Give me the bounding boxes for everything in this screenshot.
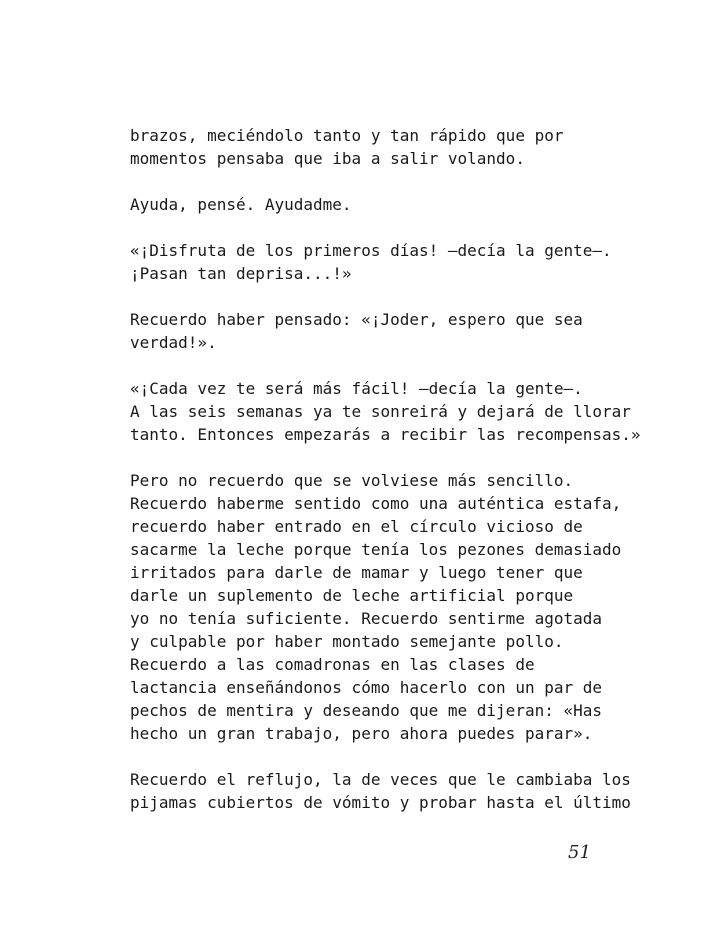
text-line: hecho un gran trabajo, pero ahora puedes parar».	[130, 724, 593, 743]
text-line: darle un suplemento de leche artificial porque	[130, 586, 574, 605]
paragraph	[130, 768, 631, 814]
text-line: irritados para darle de mamar y luego tener que	[130, 563, 583, 582]
text-line: lactancia enseñándonos cómo hacerlo con un par de	[130, 678, 603, 697]
text-line: Recuerdo haber pensado: «¡Joder, espero que sea	[130, 310, 583, 329]
text-line: ¡Pasan tan deprisa...!»	[130, 264, 352, 283]
body-text	[130, 124, 641, 837]
text-line: Recuerdo haberme sentido como una auténtica estafa,	[130, 494, 622, 513]
paragraph	[130, 308, 600, 354]
text-line: verdad!».	[130, 333, 217, 352]
text-line: sacarme la leche porque tenía los pezones demasiado	[130, 540, 622, 559]
text-line: «¡Cada vez te será más fácil! —decía la gente—.	[130, 379, 583, 398]
text-line: «¡Disfruta de los primeros días! —decía la gente—.	[130, 241, 612, 260]
text-line: momentos pensaba que iba a salir volando.	[130, 149, 525, 168]
text-line: Recuerdo el reflujo, la de veces que le cambiaba los	[130, 770, 631, 789]
text-line: recuerdo haber entrado en el círculo vicioso de	[130, 517, 583, 536]
page-number: 51	[568, 842, 591, 863]
text-line: pijamas cubiertos de vómito y probar hasta el último	[130, 793, 631, 812]
paragraph	[130, 124, 600, 170]
paragraph	[130, 377, 641, 446]
text-line: tanto. Entonces empezarás a recibir las recompensas.»	[130, 425, 641, 444]
text-line: y culpable por haber montado semejante pollo.	[130, 632, 564, 651]
paragraph	[130, 193, 600, 216]
text-line: Pero no recuerdo que se volviese más sencillo.	[130, 471, 574, 490]
text-line: Recuerdo a las comadronas en las clases de	[130, 655, 535, 674]
text-line: yo no tenía suficiente. Recuerdo sentirme agotada	[130, 609, 603, 628]
paragraph	[130, 469, 622, 745]
text-line: A las seis semanas ya te sonreirá y dejará de llorar	[130, 402, 631, 421]
text-line: Ayuda, pensé. Ayudadme.	[130, 195, 352, 214]
text-line: brazos, meciéndolo tanto y tan rápido que por	[130, 126, 564, 145]
text-line: pechos de mentira y deseando que me dijeran: «Has	[130, 701, 603, 720]
paragraph	[130, 239, 612, 285]
